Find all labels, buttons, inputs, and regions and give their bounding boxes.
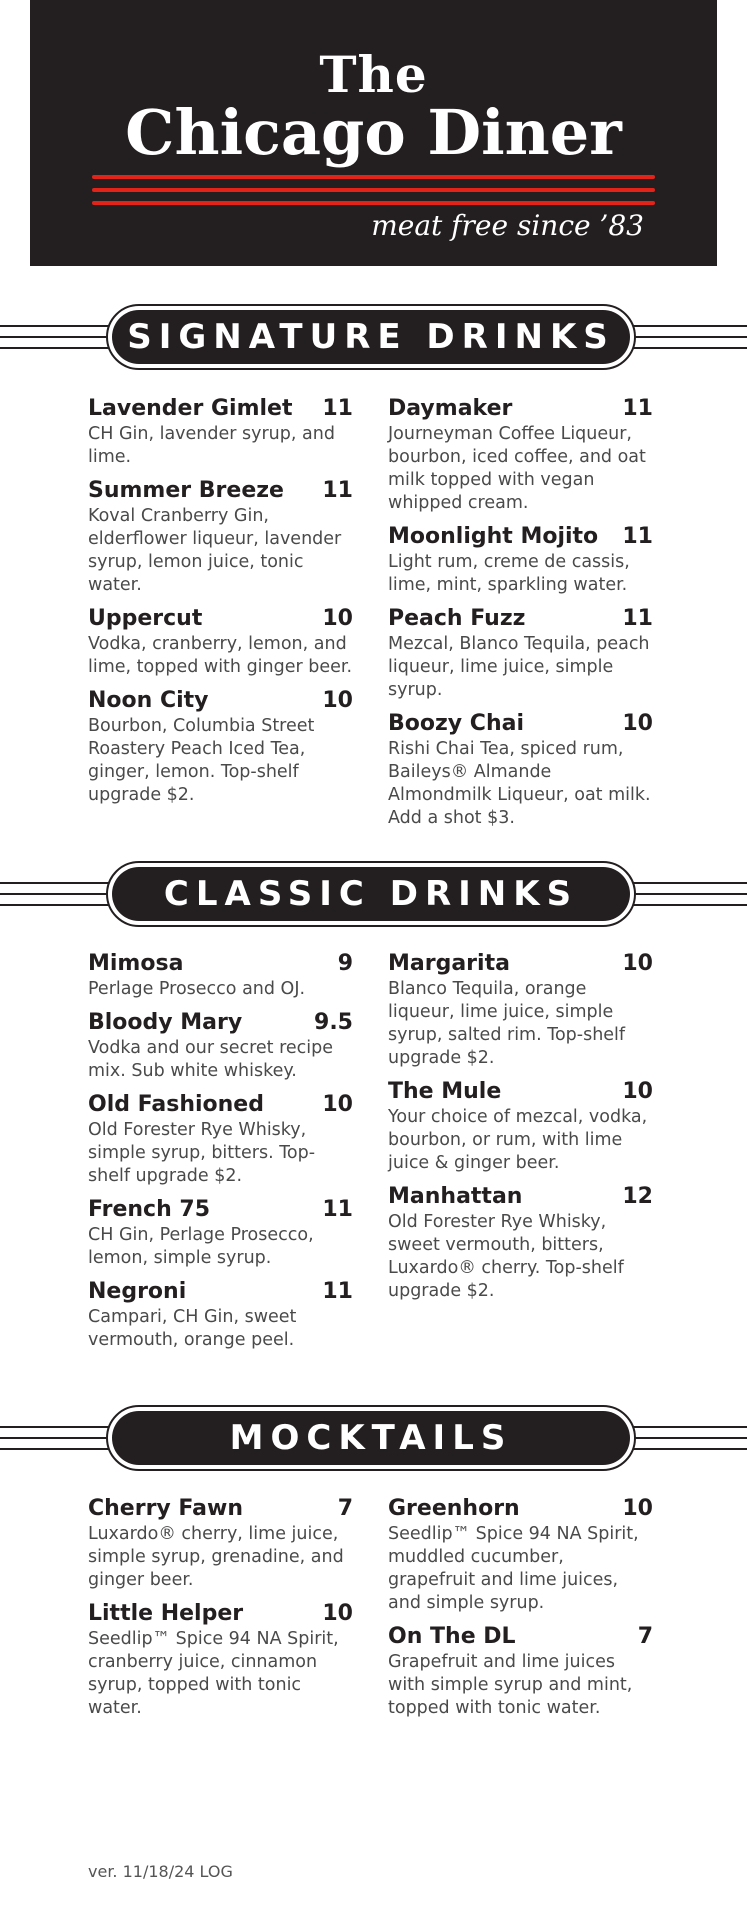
menu-item-header: [388, 1183, 653, 1211]
menu-item: [88, 1009, 353, 1083]
menu-item-price: 10: [622, 1079, 653, 1104]
menu-item: [388, 1623, 653, 1720]
menu-item: [88, 1278, 353, 1352]
menu-item-price: 10: [622, 711, 653, 736]
menu-item-price: 11: [622, 606, 653, 631]
menu-item-description: CH Gin, lavender syrup, and lime.: [88, 424, 335, 467]
menu-item-description: Perlage Prosecco and OJ.: [88, 979, 306, 999]
section-banner-signature: [0, 304, 747, 370]
menu-item: [88, 1091, 353, 1188]
menu-item: [88, 395, 353, 469]
menu-item-price: 7: [637, 1624, 653, 1649]
menu-item: [88, 605, 353, 679]
menu-item-name: French 75: [88, 1197, 211, 1222]
mocktails-left-column: [88, 1495, 353, 1728]
menu-item-header: [88, 687, 353, 715]
menu-item-price: 10: [622, 1496, 653, 1521]
section-title: MOCKTAILS: [112, 1411, 630, 1465]
menu-item-name: Summer Breeze: [88, 478, 284, 503]
menu-item-name: On The DL: [388, 1624, 516, 1649]
menu-item: [388, 1078, 653, 1175]
menu-item-description: Light rum, creme de cassis, lime, mint, sparkling water.: [388, 552, 630, 595]
section-banner-classic: [0, 861, 747, 927]
menu-item-description: Vodka and our secret recipe mix. Sub white whiskey.: [88, 1038, 334, 1081]
version-footer: ver. 11/18/24 LOG: [88, 1862, 233, 1881]
menu-item-header: [88, 1091, 353, 1119]
section-banner-mocktails: [0, 1405, 747, 1471]
menu-item-name: Cherry Fawn: [88, 1496, 243, 1521]
menu-item: [388, 523, 653, 597]
menu-item-price: 11: [622, 396, 653, 421]
logo-title-the: The: [319, 45, 428, 104]
menu-item: [388, 1183, 653, 1303]
signature-right-column: [388, 395, 653, 838]
menu-item-header: [88, 1009, 353, 1037]
menu-item-price: 10: [322, 688, 353, 713]
menu-item-name: The Mule: [388, 1079, 502, 1104]
menu-item: [88, 1196, 353, 1270]
menu-item-name: Mimosa: [88, 951, 184, 976]
menu-item-name: Daymaker: [388, 396, 513, 421]
classic-left-column: [88, 950, 353, 1360]
menu-item-name: Margarita: [388, 951, 510, 976]
menu-item-price: 9.5: [314, 1010, 353, 1035]
menu-item-name: Peach Fuzz: [388, 606, 526, 631]
menu-item-name: Noon City: [88, 688, 209, 713]
menu-item: [388, 1495, 653, 1615]
menu-item-name: Old Fashioned: [88, 1092, 264, 1117]
menu-item-header: [88, 1600, 353, 1628]
mocktails-right-column: [388, 1495, 653, 1728]
menu-item-description: Campari, CH Gin, sweet vermouth, orange peel.: [88, 1307, 297, 1350]
menu-item-price: 11: [322, 1197, 353, 1222]
menu-item-name: Boozy Chai: [388, 711, 524, 736]
section-title: SIGNATURE DRINKS: [112, 310, 630, 364]
menu-item-description: Koval Cranberry Gin, elderflower liqueur, lavender syrup, lemon juice, tonic water.: [88, 506, 342, 595]
menu-item: [88, 687, 353, 807]
logo-red-stripe: [92, 201, 655, 205]
menu-item-description: Seedlip™ Spice 94 NA Spirit, muddled cucumber, grapefruit and lime juices, and simple syrup.: [388, 1524, 639, 1613]
menu-item-header: [388, 605, 653, 633]
section-title: CLASSIC DRINKS: [112, 867, 630, 921]
logo-red-stripe: [92, 175, 655, 179]
menu-item-header: [88, 1278, 353, 1306]
menu-item: [88, 477, 353, 597]
menu-item-name: Greenhorn: [388, 1496, 520, 1521]
menu-item-header: [88, 1495, 353, 1523]
menu-item-description: Luxardo® cherry, lime juice, simple syrup, grenadine, and ginger beer.: [88, 1524, 344, 1590]
menu-item-description: Old Forester Rye Whisky, simple syrup, bitters. Top-shelf upgrade $2.: [88, 1120, 316, 1186]
signature-left-column: [88, 395, 353, 815]
menu-item: [88, 1600, 353, 1720]
menu-item-name: Uppercut: [88, 606, 203, 631]
menu-item-description: Journeyman Coffee Liqueur, bourbon, iced coffee, and oat milk topped with vegan whipped cream.: [388, 424, 646, 513]
menu-item: [388, 950, 653, 1070]
menu-item-description: Grapefruit and lime juices with simple syrup and mint, topped with tonic water.: [388, 1652, 633, 1718]
menu-item-price: 11: [622, 524, 653, 549]
menu-item-name: Bloody Mary: [88, 1010, 243, 1035]
menu-item-header: [88, 1196, 353, 1224]
menu-item-name: Moonlight Mojito: [388, 524, 599, 549]
menu-item: [88, 1495, 353, 1592]
menu-item-name: Lavender Gimlet: [88, 396, 293, 421]
menu-item-header: [388, 1078, 653, 1106]
menu-item-description: Bourbon, Columbia Street Roastery Peach Iced Tea, ginger, lemon. Top-shelf upgrade $2.: [88, 716, 315, 805]
logo-red-stripe: [92, 188, 655, 192]
menu-item-name: Manhattan: [388, 1184, 523, 1209]
classic-right-column: [388, 950, 653, 1311]
menu-item-header: [388, 395, 653, 423]
menu-item-header: [88, 605, 353, 633]
menu-item-price: 10: [322, 1092, 353, 1117]
menu-item-price: 11: [322, 478, 353, 503]
menu-item-name: Little Helper: [88, 1601, 244, 1626]
tagline: meat free since ’83: [371, 209, 644, 242]
menu-item-price: 12: [622, 1184, 653, 1209]
header-banner: [30, 0, 717, 266]
menu-item-description: Mezcal, Blanco Tequila, peach liqueur, lime juice, simple syrup.: [388, 634, 650, 700]
menu-item-price: 11: [322, 1279, 353, 1304]
logo-title-name: Chicago Diner: [125, 96, 622, 169]
menu-item-header: [388, 1623, 653, 1651]
menu-item-description: Vodka, cranberry, lemon, and lime, topped with ginger beer.: [88, 634, 353, 677]
menu-item-description: Rishi Chai Tea, spiced rum, Baileys® Almande Almondmilk Liqueur, oat milk. Add a shot $3.: [388, 739, 651, 828]
menu-item-description: Blanco Tequila, orange liqueur, lime juice, simple syrup, salted rim. Top-shelf upgrade $2.: [388, 979, 626, 1068]
menu-item-price: 9: [337, 951, 353, 976]
menu-item-header: [88, 950, 353, 978]
menu-item-header: [388, 1495, 653, 1523]
menu-item-header: [88, 395, 353, 423]
menu-item-header: [388, 523, 653, 551]
menu-item-header: [88, 477, 353, 505]
menu-item-header: [388, 710, 653, 738]
menu-item: [388, 395, 653, 515]
menu-item: [388, 710, 653, 830]
menu-item-name: Negroni: [88, 1279, 187, 1304]
menu-item-price: 10: [622, 951, 653, 976]
menu-item-price: 7: [337, 1496, 353, 1521]
menu-item-price: 10: [322, 1601, 353, 1626]
menu-item-description: Old Forester Rye Whisky, sweet vermouth, bitters, Luxardo® cherry. Top-shelf upgrade $2.: [388, 1212, 624, 1301]
menu-item-description: Seedlip™ Spice 94 NA Spirit, cranberry juice, cinnamon syrup, topped with tonic water.: [88, 1629, 339, 1718]
menu-item-description: CH Gin, Perlage Prosecco, lemon, simple syrup.: [88, 1225, 314, 1268]
menu-item-description: Your choice of mezcal, vodka, bourbon, or rum, with lime juice & ginger beer.: [388, 1107, 648, 1173]
menu-item: [388, 605, 653, 702]
menu-item-header: [388, 950, 653, 978]
menu-item-price: 10: [322, 606, 353, 631]
menu-item: [88, 950, 353, 1001]
menu-item-price: 11: [322, 396, 353, 421]
